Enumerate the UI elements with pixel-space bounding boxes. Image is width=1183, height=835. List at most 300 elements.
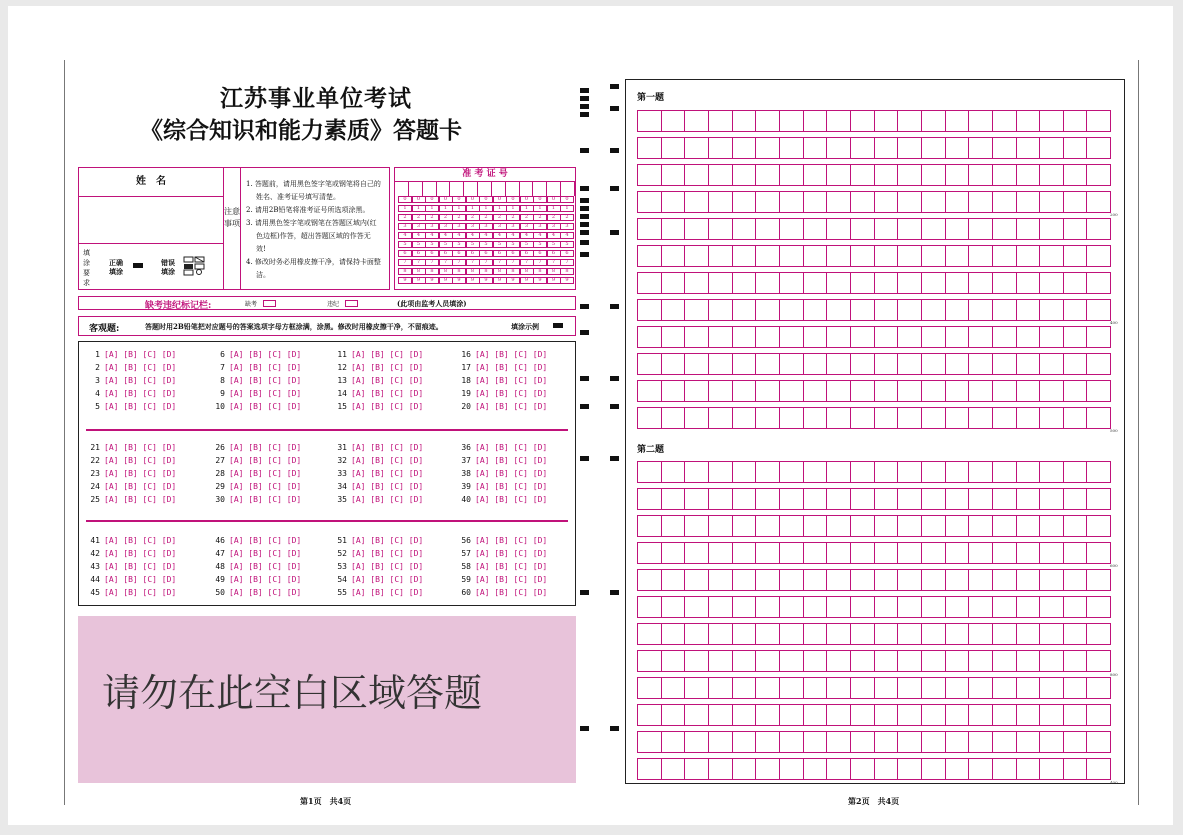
essay-grid-cell[interactable] bbox=[1064, 111, 1088, 131]
admission-bubble[interactable]: 2 bbox=[398, 214, 412, 221]
essay-grid-cell[interactable] bbox=[1064, 165, 1088, 185]
admission-bubble-grid[interactable] bbox=[398, 196, 574, 286]
essay-grid-cell[interactable] bbox=[898, 408, 922, 428]
essay-grid-cell[interactable] bbox=[922, 111, 946, 131]
essay-grid-cell[interactable] bbox=[875, 273, 899, 293]
essay-grid-cell[interactable] bbox=[709, 624, 733, 644]
essay-grid-cell[interactable] bbox=[756, 111, 780, 131]
essay-grid-cell[interactable] bbox=[1017, 732, 1041, 752]
essay-grid-cell[interactable] bbox=[804, 300, 828, 320]
essay-grid-cell[interactable] bbox=[804, 570, 828, 590]
admission-bubble[interactable]: 3 bbox=[398, 223, 412, 230]
essay-grid-cell[interactable] bbox=[969, 219, 993, 239]
essay-grid-cell[interactable] bbox=[946, 543, 970, 563]
question-row[interactable] bbox=[455, 376, 547, 385]
question-row[interactable] bbox=[455, 350, 547, 359]
essay-grid-cell[interactable] bbox=[1017, 354, 1041, 374]
essay-grid-cell[interactable] bbox=[662, 111, 686, 131]
admission-bubble[interactable]: 4 bbox=[425, 232, 439, 239]
essay-grid-cell[interactable] bbox=[709, 219, 733, 239]
answer-options[interactable]: [A] [B] [C] [D] bbox=[475, 363, 548, 372]
admission-bubble[interactable]: 5 bbox=[398, 241, 412, 248]
essay-grid-cell[interactable] bbox=[804, 624, 828, 644]
essay-grid-cell[interactable] bbox=[827, 165, 851, 185]
essay-grid-cell[interactable] bbox=[898, 597, 922, 617]
question-row[interactable] bbox=[455, 588, 547, 597]
essay-grid-cell[interactable] bbox=[685, 489, 709, 509]
essay-grid-cell[interactable] bbox=[804, 462, 828, 482]
essay-grid-cell[interactable] bbox=[1064, 597, 1088, 617]
essay-grid-cell[interactable] bbox=[804, 327, 828, 347]
essay-grid-cell[interactable] bbox=[804, 678, 828, 698]
essay-grid-cell[interactable] bbox=[1087, 165, 1110, 185]
essay-grid-cell[interactable] bbox=[1040, 705, 1064, 725]
essay-grid-cell[interactable] bbox=[898, 732, 922, 752]
essay-grid-cell[interactable] bbox=[827, 219, 851, 239]
admission-bubble[interactable]: 0 bbox=[412, 196, 426, 203]
essay-grid-cell[interactable] bbox=[851, 759, 875, 779]
admission-bubble[interactable]: 9 bbox=[398, 277, 412, 284]
essay-grid-cell[interactable] bbox=[875, 219, 899, 239]
admission-bubble[interactable]: 3 bbox=[520, 223, 534, 230]
essay-grid-cell[interactable] bbox=[851, 192, 875, 212]
essay-grid-cell[interactable] bbox=[733, 570, 757, 590]
answer-options[interactable]: [A] [B] [C] [D] bbox=[351, 495, 424, 504]
question-row[interactable] bbox=[84, 482, 176, 491]
essay-grid-cell[interactable] bbox=[969, 516, 993, 536]
essay-grid-cell[interactable] bbox=[946, 219, 970, 239]
essay-grid-cell[interactable] bbox=[685, 273, 709, 293]
question-row[interactable] bbox=[331, 469, 423, 478]
answer-options[interactable]: [A] [B] [C] [D] bbox=[104, 482, 177, 491]
answer-options[interactable]: [A] [B] [C] [D] bbox=[104, 389, 177, 398]
essay-grid-cell[interactable] bbox=[780, 570, 804, 590]
essay-grid-cell[interactable] bbox=[898, 273, 922, 293]
answer-options[interactable]: [A] [B] [C] [D] bbox=[104, 495, 177, 504]
essay-grid-cell[interactable] bbox=[685, 138, 709, 158]
essay-grid-cell[interactable] bbox=[946, 246, 970, 266]
admission-digit-cell[interactable] bbox=[561, 181, 575, 196]
essay-grid-cell[interactable] bbox=[709, 570, 733, 590]
essay-grid-cell[interactable] bbox=[946, 759, 970, 779]
essay-grid-cell[interactable] bbox=[875, 138, 899, 158]
question-row[interactable] bbox=[331, 562, 423, 571]
essay-grid-cell[interactable] bbox=[638, 759, 662, 779]
essay-grid-cell[interactable] bbox=[946, 570, 970, 590]
essay-grid-cell[interactable] bbox=[851, 651, 875, 671]
essay-grid-cell[interactable] bbox=[1087, 705, 1110, 725]
admission-bubble[interactable]: 7 bbox=[479, 259, 493, 266]
essay-grid-cell[interactable] bbox=[946, 300, 970, 320]
essay-grid-cell[interactable] bbox=[851, 381, 875, 401]
essay-grid-cell[interactable] bbox=[827, 300, 851, 320]
admission-bubble[interactable]: 6 bbox=[506, 250, 520, 257]
essay-grid-cell[interactable] bbox=[851, 543, 875, 563]
essay-grid-cell[interactable] bbox=[946, 165, 970, 185]
essay-grid-cell[interactable] bbox=[638, 408, 662, 428]
admission-bubble[interactable]: 7 bbox=[452, 259, 466, 266]
admission-bubble[interactable]: 6 bbox=[493, 250, 507, 257]
essay-grid-cell[interactable] bbox=[851, 624, 875, 644]
essay-grid-cell[interactable] bbox=[993, 327, 1017, 347]
question-row[interactable] bbox=[84, 350, 176, 359]
question-row[interactable] bbox=[209, 482, 301, 491]
admission-digit-cell[interactable] bbox=[533, 181, 547, 196]
admission-digit-cell[interactable] bbox=[437, 181, 451, 196]
admission-bubble[interactable]: 8 bbox=[479, 268, 493, 275]
essay-grid-cell[interactable] bbox=[851, 111, 875, 131]
answer-options[interactable]: [A] [B] [C] [D] bbox=[351, 376, 424, 385]
essay-grid-cell[interactable] bbox=[1040, 489, 1064, 509]
essay-grid-cell[interactable] bbox=[1040, 570, 1064, 590]
essay-grid-cell[interactable] bbox=[1040, 408, 1064, 428]
question-row[interactable] bbox=[209, 363, 301, 372]
essay-grid-row[interactable] bbox=[637, 704, 1111, 726]
essay-grid-cell[interactable] bbox=[827, 597, 851, 617]
admission-bubble[interactable]: 8 bbox=[412, 268, 426, 275]
essay-grid-cell[interactable] bbox=[709, 759, 733, 779]
essay-grid-cell[interactable] bbox=[638, 192, 662, 212]
essay-grid-cell[interactable] bbox=[922, 624, 946, 644]
essay-grid-cell[interactable] bbox=[993, 570, 1017, 590]
question-row[interactable] bbox=[209, 575, 301, 584]
essay-grid-row[interactable] bbox=[637, 515, 1111, 537]
essay-grid-cell[interactable] bbox=[662, 678, 686, 698]
admission-bubble[interactable]: 6 bbox=[533, 250, 547, 257]
essay-grid-row[interactable] bbox=[637, 353, 1111, 375]
admission-bubble[interactable]: 4 bbox=[466, 232, 480, 239]
admission-bubble[interactable]: 8 bbox=[560, 268, 574, 275]
question-row[interactable] bbox=[84, 588, 176, 597]
admission-bubble[interactable]: 6 bbox=[412, 250, 426, 257]
essay-grid-cell[interactable] bbox=[780, 246, 804, 266]
essay-grid-cell[interactable] bbox=[638, 678, 662, 698]
essay-grid-cell[interactable] bbox=[709, 138, 733, 158]
essay-grid-cell[interactable] bbox=[709, 732, 733, 752]
essay-grid-cell[interactable] bbox=[1017, 165, 1041, 185]
essay-grid-cell[interactable] bbox=[1040, 219, 1064, 239]
question-row[interactable] bbox=[209, 456, 301, 465]
essay-grid-cell[interactable] bbox=[685, 354, 709, 374]
essay-grid-cell[interactable] bbox=[780, 273, 804, 293]
essay-grid-cell[interactable] bbox=[946, 489, 970, 509]
admission-digit-cell[interactable] bbox=[492, 181, 506, 196]
admission-bubble[interactable]: 8 bbox=[439, 268, 453, 275]
question-row[interactable] bbox=[331, 389, 423, 398]
essay-grid-cell[interactable] bbox=[685, 759, 709, 779]
admission-bubble[interactable]: 5 bbox=[479, 241, 493, 248]
essay-grid-row[interactable] bbox=[637, 596, 1111, 618]
essay-grid-cell[interactable] bbox=[733, 489, 757, 509]
essay-grid-cell[interactable] bbox=[898, 678, 922, 698]
admission-bubble[interactable]: 3 bbox=[452, 223, 466, 230]
essay-grid-cell[interactable] bbox=[1017, 678, 1041, 698]
essay-grid-cell[interactable] bbox=[1064, 759, 1088, 779]
essay-grid-cell[interactable] bbox=[638, 624, 662, 644]
essay-grid-cell[interactable] bbox=[733, 111, 757, 131]
essay-grid-cell[interactable] bbox=[685, 516, 709, 536]
essay-grid-cell[interactable] bbox=[780, 300, 804, 320]
admission-bubble[interactable]: 3 bbox=[479, 223, 493, 230]
essay-grid-cell[interactable] bbox=[780, 192, 804, 212]
essay-grid-cell[interactable] bbox=[1087, 327, 1110, 347]
essay-grid-cell[interactable] bbox=[969, 651, 993, 671]
essay-grid-cell[interactable] bbox=[922, 354, 946, 374]
essay-grid-cell[interactable] bbox=[851, 354, 875, 374]
admission-bubble[interactable]: 2 bbox=[425, 214, 439, 221]
essay-grid-cell[interactable] bbox=[993, 732, 1017, 752]
essay-grid-cell[interactable] bbox=[827, 624, 851, 644]
admission-bubble[interactable]: 7 bbox=[560, 259, 574, 266]
admission-bubble[interactable]: 9 bbox=[560, 277, 574, 284]
essay-grid-cell[interactable] bbox=[804, 246, 828, 266]
answer-options[interactable]: [A] [B] [C] [D] bbox=[351, 549, 424, 558]
essay-grid-cell[interactable] bbox=[922, 597, 946, 617]
essay-grid-cell[interactable] bbox=[922, 300, 946, 320]
essay-grid-cell[interactable] bbox=[662, 570, 686, 590]
essay-grid-cell[interactable] bbox=[780, 138, 804, 158]
answer-options[interactable]: [A] [B] [C] [D] bbox=[229, 443, 302, 452]
admission-bubble[interactable]: 9 bbox=[520, 277, 534, 284]
essay-grid-cell[interactable] bbox=[709, 300, 733, 320]
essay-grid-cell[interactable] bbox=[733, 138, 757, 158]
admission-bubble[interactable]: 3 bbox=[412, 223, 426, 230]
essay-grid-cell[interactable] bbox=[1040, 597, 1064, 617]
essay-grid-cell[interactable] bbox=[638, 543, 662, 563]
essay-grid-cell[interactable] bbox=[804, 192, 828, 212]
question-row[interactable] bbox=[84, 549, 176, 558]
essay-grid-cell[interactable] bbox=[709, 381, 733, 401]
essay-grid-cell[interactable] bbox=[898, 543, 922, 563]
question-row[interactable] bbox=[331, 443, 423, 452]
essay-grid-cell[interactable] bbox=[946, 327, 970, 347]
essay-grid-cell[interactable] bbox=[969, 489, 993, 509]
admission-bubble[interactable]: 0 bbox=[439, 196, 453, 203]
essay-grid-cell[interactable] bbox=[709, 246, 733, 266]
essay-grid-cell[interactable] bbox=[733, 219, 757, 239]
essay-grid-cell[interactable] bbox=[993, 597, 1017, 617]
answer-options[interactable]: [A] [B] [C] [D] bbox=[104, 536, 177, 545]
essay-grid-cell[interactable] bbox=[946, 354, 970, 374]
answer-options[interactable]: [A] [B] [C] [D] bbox=[229, 482, 302, 491]
essay-grid-cell[interactable] bbox=[946, 597, 970, 617]
essay-grid-cell[interactable] bbox=[875, 624, 899, 644]
answer-options[interactable]: [A] [B] [C] [D] bbox=[229, 389, 302, 398]
essay-grid-cell[interactable] bbox=[851, 219, 875, 239]
essay-grid-cell[interactable] bbox=[993, 543, 1017, 563]
question-row[interactable] bbox=[209, 402, 301, 411]
essay-grid-cell[interactable] bbox=[922, 462, 946, 482]
admission-bubble[interactable]: 6 bbox=[479, 250, 493, 257]
essay-grid-cell[interactable] bbox=[1017, 516, 1041, 536]
essay-grid-cell[interactable] bbox=[1040, 651, 1064, 671]
question-row[interactable] bbox=[331, 575, 423, 584]
essay-grid-cell[interactable] bbox=[946, 111, 970, 131]
essay-grid-cell[interactable] bbox=[1087, 543, 1110, 563]
essay-grid-cell[interactable] bbox=[638, 570, 662, 590]
essay-grid-cell[interactable] bbox=[875, 246, 899, 266]
admission-bubble[interactable]: 1 bbox=[520, 205, 534, 212]
essay-grid-cell[interactable] bbox=[1017, 597, 1041, 617]
essay-grid-cell[interactable] bbox=[993, 138, 1017, 158]
admission-bubble[interactable]: 0 bbox=[466, 196, 480, 203]
essay-grid-cell[interactable] bbox=[780, 111, 804, 131]
question-row[interactable] bbox=[209, 350, 301, 359]
essay-grid-cell[interactable] bbox=[1017, 138, 1041, 158]
essay-grid-cell[interactable] bbox=[1017, 300, 1041, 320]
essay-grid-cell[interactable] bbox=[733, 165, 757, 185]
essay-grid-cell[interactable] bbox=[638, 705, 662, 725]
essay-grid-cell[interactable] bbox=[1087, 570, 1110, 590]
admission-bubble[interactable]: 2 bbox=[533, 214, 547, 221]
answer-options[interactable]: [A] [B] [C] [D] bbox=[351, 402, 424, 411]
admission-digit-cell[interactable] bbox=[409, 181, 423, 196]
essay-grid-cell[interactable] bbox=[1064, 219, 1088, 239]
essay-grid-cell[interactable] bbox=[851, 462, 875, 482]
essay-grid-cell[interactable] bbox=[804, 273, 828, 293]
essay-grid-cell[interactable] bbox=[993, 354, 1017, 374]
essay-grid-cell[interactable] bbox=[875, 192, 899, 212]
essay-grid-cell[interactable] bbox=[827, 705, 851, 725]
essay-grid-cell[interactable] bbox=[1017, 246, 1041, 266]
answer-options[interactable]: [A] [B] [C] [D] bbox=[229, 562, 302, 571]
essay-grid-cell[interactable] bbox=[969, 381, 993, 401]
essay-grid-cell[interactable] bbox=[875, 570, 899, 590]
essay-grid-cell[interactable] bbox=[875, 381, 899, 401]
essay-grid-cell[interactable] bbox=[638, 651, 662, 671]
essay-grid-cell[interactable] bbox=[662, 354, 686, 374]
question-row[interactable] bbox=[455, 456, 547, 465]
admission-bubble[interactable]: 0 bbox=[547, 196, 561, 203]
essay-grid-cell[interactable] bbox=[756, 138, 780, 158]
admission-bubble[interactable]: 7 bbox=[425, 259, 439, 266]
essay-grid-cell[interactable] bbox=[780, 678, 804, 698]
essay-grid-cell[interactable] bbox=[662, 516, 686, 536]
essay-grid-cell[interactable] bbox=[709, 111, 733, 131]
essay-grid-cell[interactable] bbox=[1064, 273, 1088, 293]
admission-bubble[interactable]: 2 bbox=[560, 214, 574, 221]
essay-grid-cell[interactable] bbox=[638, 597, 662, 617]
answer-options[interactable]: [A] [B] [C] [D] bbox=[229, 495, 302, 504]
essay-grid-cell[interactable] bbox=[898, 489, 922, 509]
answer-options[interactable]: [A] [B] [C] [D] bbox=[229, 536, 302, 545]
admission-bubble[interactable]: 0 bbox=[520, 196, 534, 203]
essay-grid-cell[interactable] bbox=[685, 732, 709, 752]
essay-grid-cell[interactable] bbox=[1064, 651, 1088, 671]
essay-grid-cell[interactable] bbox=[1040, 516, 1064, 536]
essay-grid-cell[interactable] bbox=[922, 219, 946, 239]
essay-grid-cell[interactable] bbox=[875, 327, 899, 347]
essay-grid-cell[interactable] bbox=[1017, 759, 1041, 779]
essay-grid-cell[interactable] bbox=[756, 300, 780, 320]
essay-grid-cell[interactable] bbox=[685, 381, 709, 401]
essay-grid-cell[interactable] bbox=[638, 462, 662, 482]
essay-grid-cell[interactable] bbox=[827, 570, 851, 590]
admission-bubble[interactable]: 9 bbox=[412, 277, 426, 284]
essay-grid-cell[interactable] bbox=[638, 246, 662, 266]
answer-options[interactable]: [A] [B] [C] [D] bbox=[351, 588, 424, 597]
essay-grid-cell[interactable] bbox=[709, 354, 733, 374]
essay-grid-cell[interactable] bbox=[804, 597, 828, 617]
question-row[interactable] bbox=[455, 389, 547, 398]
essay-grid-cell[interactable] bbox=[685, 192, 709, 212]
essay-grid-cell[interactable] bbox=[733, 543, 757, 563]
question-row[interactable] bbox=[209, 549, 301, 558]
admission-bubble[interactable]: 4 bbox=[439, 232, 453, 239]
answer-options[interactable]: [A] [B] [C] [D] bbox=[104, 402, 177, 411]
essay-grid-row[interactable] bbox=[637, 218, 1111, 240]
essay-grid-cell[interactable] bbox=[804, 705, 828, 725]
essay-grid-cell[interactable] bbox=[780, 354, 804, 374]
admission-bubble[interactable]: 8 bbox=[547, 268, 561, 275]
question-row[interactable] bbox=[331, 482, 423, 491]
answer-options[interactable]: [A] [B] [C] [D] bbox=[229, 469, 302, 478]
essay-grid-cell[interactable] bbox=[851, 300, 875, 320]
essay-grid-cell[interactable] bbox=[946, 138, 970, 158]
answer-options[interactable]: [A] [B] [C] [D] bbox=[475, 495, 548, 504]
essay-grid-cell[interactable] bbox=[780, 705, 804, 725]
answer-options[interactable]: [A] [B] [C] [D] bbox=[351, 456, 424, 465]
essay-grid-cell[interactable] bbox=[685, 624, 709, 644]
question-row[interactable] bbox=[455, 482, 547, 491]
essay-grid-row[interactable] bbox=[637, 380, 1111, 402]
essay-grid-cell[interactable] bbox=[969, 273, 993, 293]
essay-grid-cell[interactable] bbox=[946, 192, 970, 212]
essay-grid-cell[interactable] bbox=[851, 570, 875, 590]
essay-grid-cell[interactable] bbox=[662, 138, 686, 158]
essay-grid-cell[interactable] bbox=[851, 408, 875, 428]
essay-grid-cell[interactable] bbox=[756, 381, 780, 401]
answer-options[interactable]: [A] [B] [C] [D] bbox=[229, 549, 302, 558]
essay-grid-cell[interactable] bbox=[969, 597, 993, 617]
essay-grid-cell[interactable] bbox=[827, 462, 851, 482]
essay-grid-cell[interactable] bbox=[638, 327, 662, 347]
essay-grid-cell[interactable] bbox=[946, 462, 970, 482]
essay-grid-cell[interactable] bbox=[875, 489, 899, 509]
essay-grid-cell[interactable] bbox=[851, 273, 875, 293]
essay-grid-cell[interactable] bbox=[780, 165, 804, 185]
admission-write-row[interactable] bbox=[395, 181, 575, 197]
essay-grid-cell[interactable] bbox=[1087, 192, 1110, 212]
essay-grid-cell[interactable] bbox=[827, 192, 851, 212]
essay-grid-cell[interactable] bbox=[733, 732, 757, 752]
essay-grid-cell[interactable] bbox=[662, 246, 686, 266]
answer-options[interactable]: [A] [B] [C] [D] bbox=[351, 562, 424, 571]
essay-grid-cell[interactable] bbox=[898, 300, 922, 320]
question-row[interactable] bbox=[331, 536, 423, 545]
essay-grid-cell[interactable] bbox=[851, 732, 875, 752]
question-row[interactable] bbox=[455, 575, 547, 584]
essay-grid-cell[interactable] bbox=[898, 138, 922, 158]
admission-bubble[interactable]: 5 bbox=[466, 241, 480, 248]
admission-bubble[interactable]: 6 bbox=[466, 250, 480, 257]
question-row[interactable] bbox=[84, 363, 176, 372]
admission-bubble[interactable]: 7 bbox=[412, 259, 426, 266]
essay-grid-cell[interactable] bbox=[875, 651, 899, 671]
essay-grid-cell[interactable] bbox=[709, 516, 733, 536]
essay-grid-cell[interactable] bbox=[685, 462, 709, 482]
essay-grid-cell[interactable] bbox=[898, 327, 922, 347]
essay-grid-cell[interactable] bbox=[756, 732, 780, 752]
answer-options[interactable]: [A] [B] [C] [D] bbox=[351, 363, 424, 372]
essay-grid-cell[interactable] bbox=[1040, 354, 1064, 374]
admission-bubble[interactable]: 6 bbox=[560, 250, 574, 257]
essay-grid-row[interactable] bbox=[637, 461, 1111, 483]
admission-bubble[interactable]: 0 bbox=[493, 196, 507, 203]
essay-grid-cell[interactable] bbox=[638, 165, 662, 185]
essay-grid-cell[interactable] bbox=[780, 759, 804, 779]
answer-options[interactable]: [A] [B] [C] [D] bbox=[229, 575, 302, 584]
